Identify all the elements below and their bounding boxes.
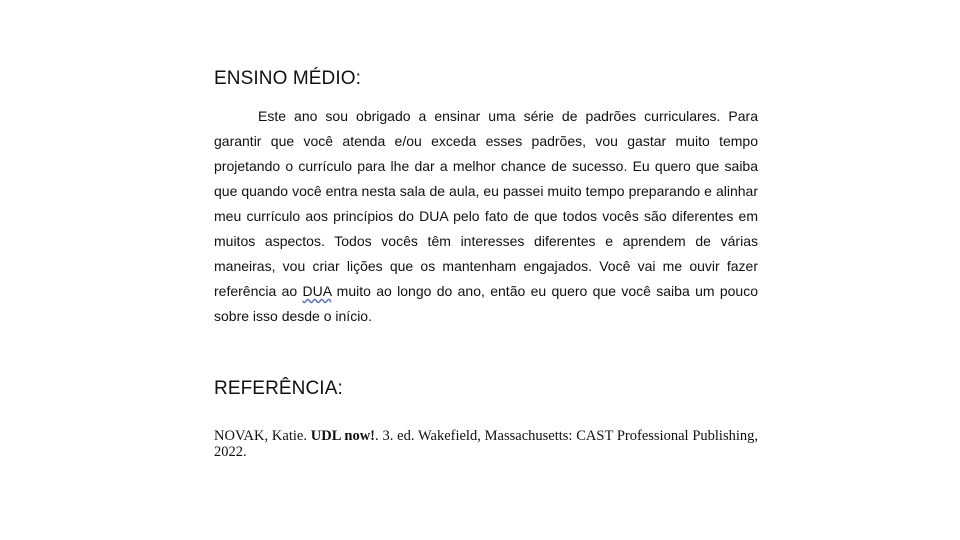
- paragraph-text-end: muito ao longo do ano, então eu quero que você saiba um pouco sobre isso desde o início.: [214, 283, 759, 324]
- paragraph-text-start: Este ano sou obrigado a ensinar uma série de padrões curriculares. Para garantir que você atenda e/ou exceda esses padrões, vou gastar muito tempo projetando o currículo para lhe dar a melhor chance de sucesso. Eu quero que saiba que quando você entra nesta sala de aula, eu passei muito tempo preparando e alinhar meu currículo aos princípios do DUA pelo fato de que todos vocês são diferentes em muitos aspectos. Todos vocês têm interesses diferentes e aprendem de várias maneiras, vou criar lições que os mantenham engajados. Você vai me ouvir fazer referência ao: [214, 108, 758, 299]
- spellcheck-flagged-word[interactable]: DUA: [302, 283, 332, 299]
- section-heading-ensino-medio: ENSINO MÉDIO:: [214, 68, 361, 89]
- reference-title: UDL now!: [310, 428, 376, 444]
- reference-entry: [214, 428, 758, 460]
- body-paragraph: [214, 104, 758, 329]
- section-heading-referencia: REFERÊNCIA:: [214, 378, 343, 399]
- reference-details: . 3. ed. Wakefield, Massachusetts: CAST Professional Publishing, 2022.: [214, 428, 759, 460]
- reference-author: NOVAK, Katie.: [214, 428, 311, 444]
